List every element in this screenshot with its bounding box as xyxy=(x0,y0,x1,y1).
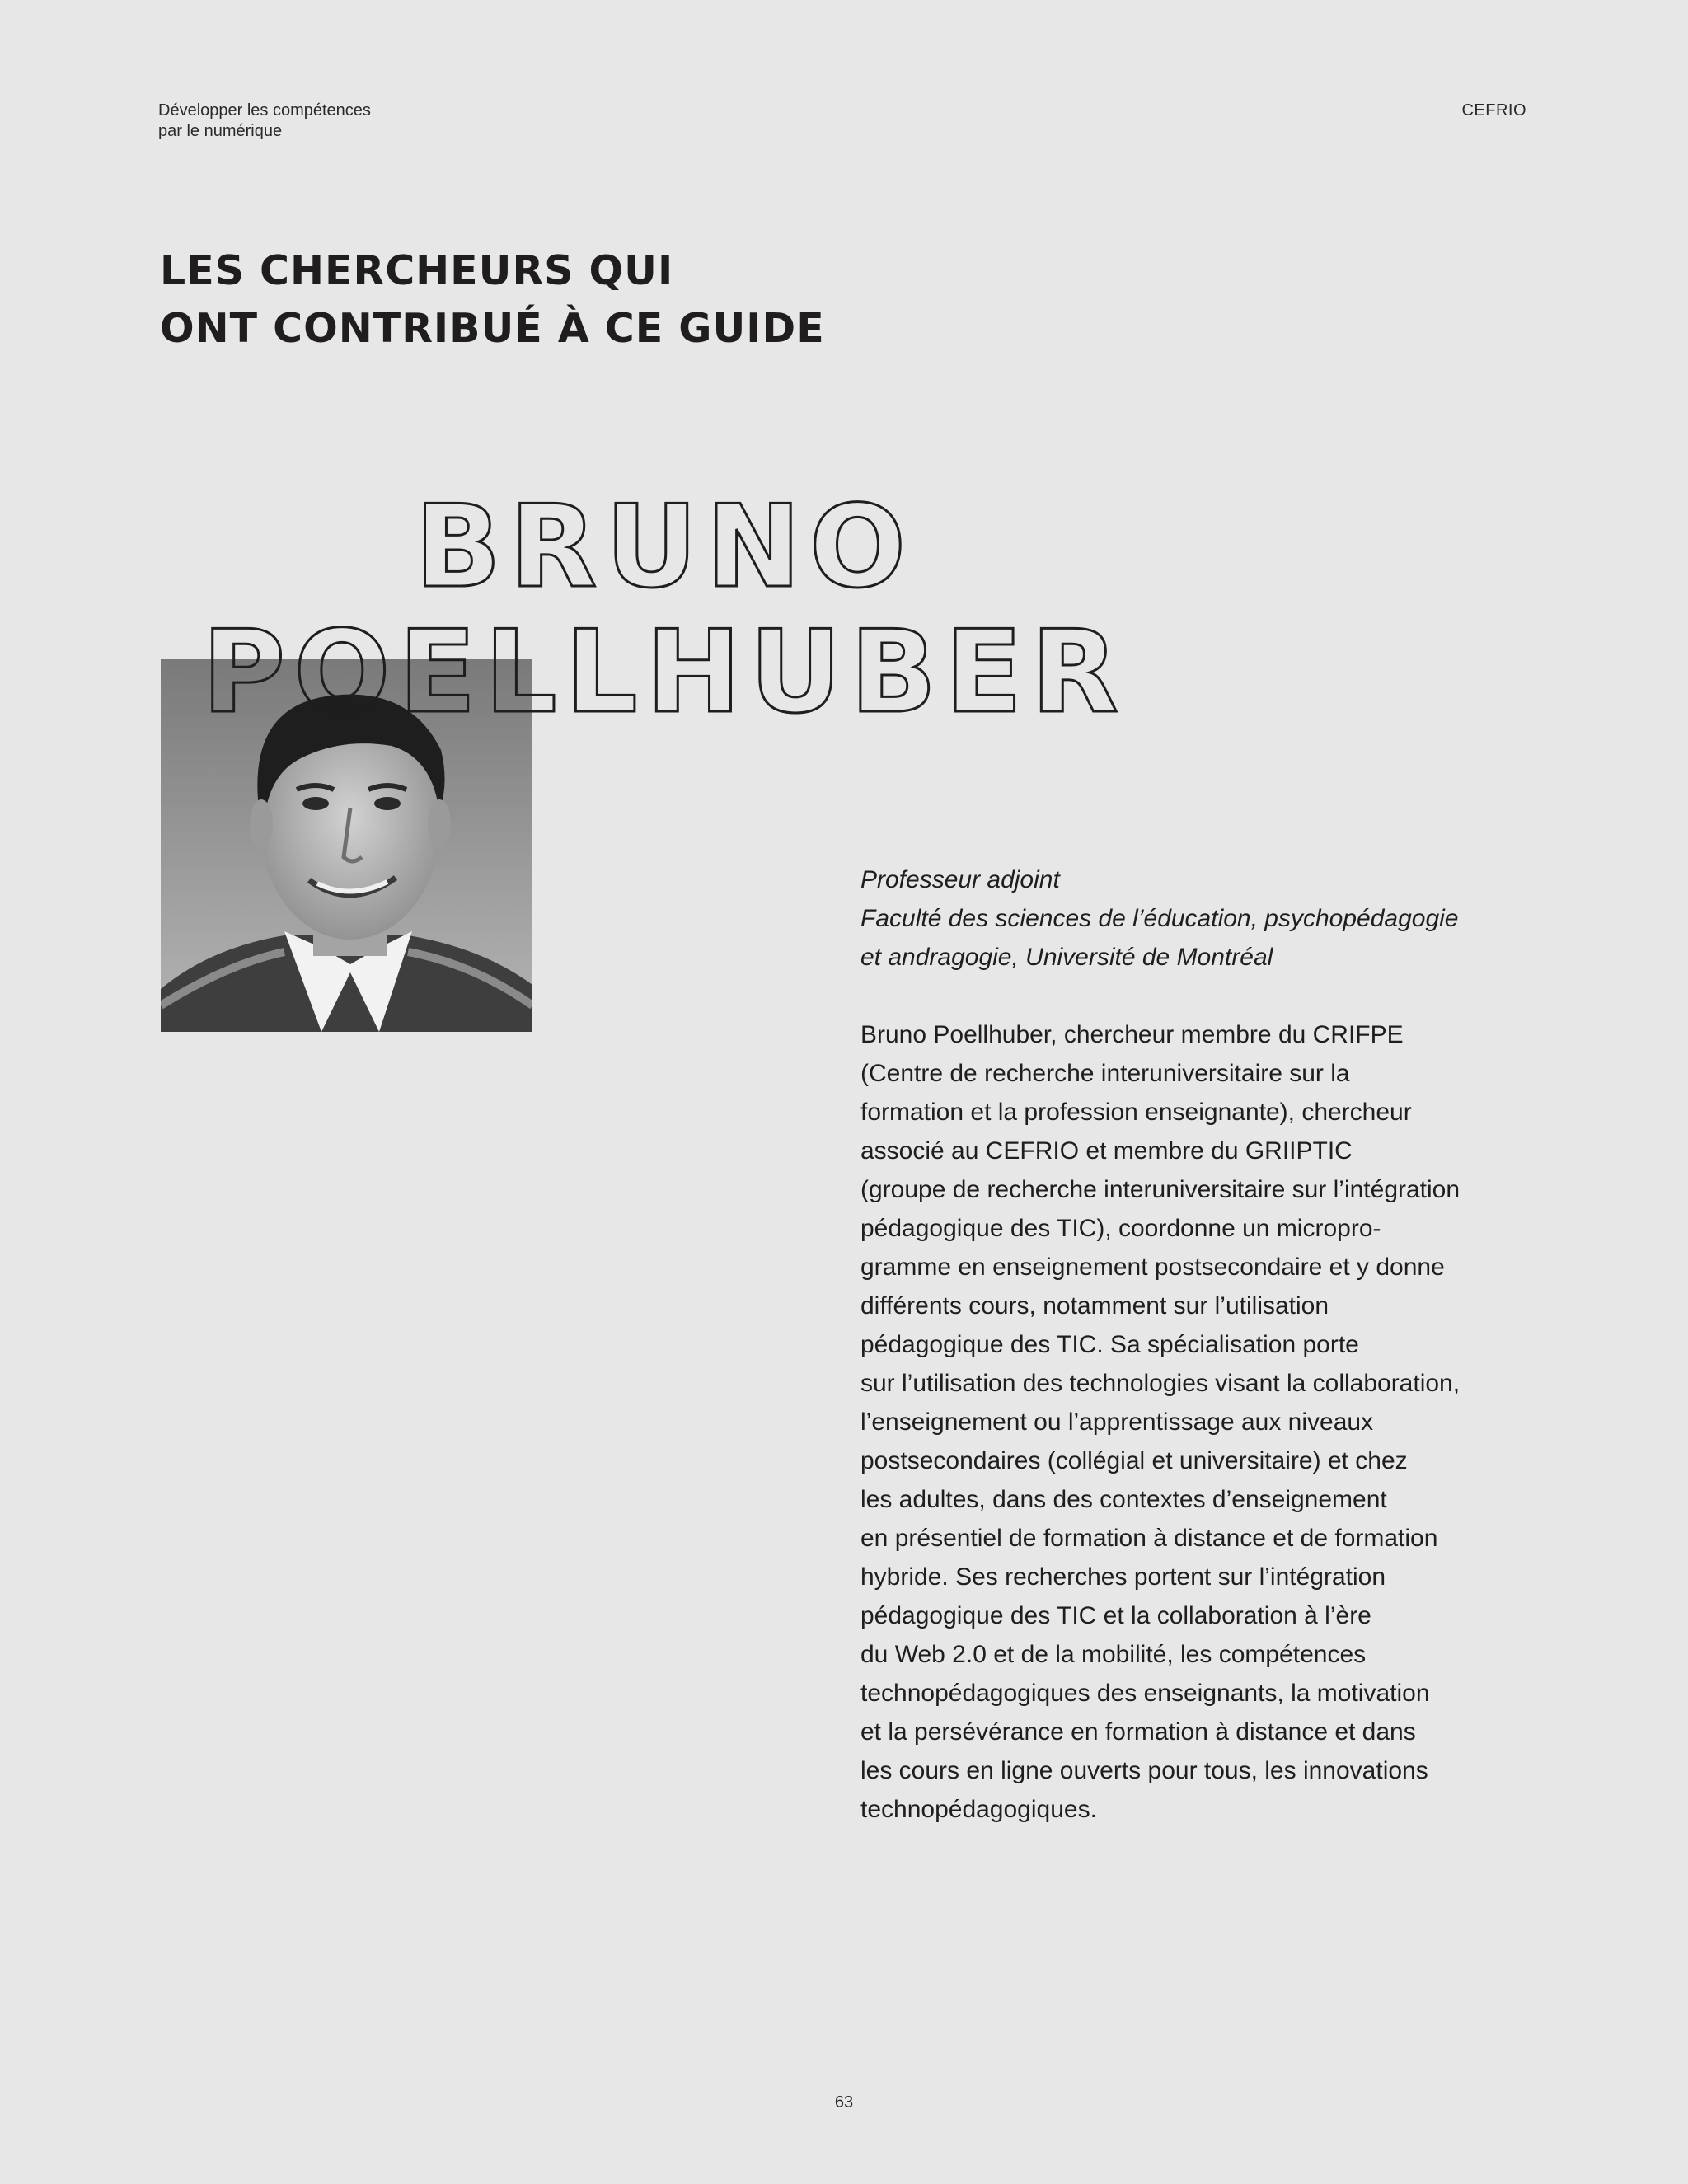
researcher-role xyxy=(860,860,1545,977)
researcher-name-outline xyxy=(87,480,1241,738)
bio-line: pédagogique des TIC), coordonne un micropro- xyxy=(860,1215,1381,1242)
section-title-line-2: ONT CONTRIBUÉ À CE GUIDE xyxy=(160,305,825,352)
bio-line: les cours en ligne ouverts pour tous, les innovations xyxy=(860,1757,1428,1784)
bio-line: en présentiel de formation à distance et de formation xyxy=(860,1525,1438,1552)
bio-line: technopédagogiques des enseignants, la motivation xyxy=(860,1680,1430,1707)
bio-line: associé au CEFRIO et membre du GRIIPTIC xyxy=(860,1137,1353,1165)
bio-line: pédagogique des TIC. Sa spécialisation porte xyxy=(860,1331,1359,1358)
bio-line: l’enseignement ou l’apprentissage aux niveaux xyxy=(860,1408,1374,1436)
researcher-last-name: POELLHUBER xyxy=(202,606,1127,738)
role-line: Faculté des sciences de l’éducation, psychopédagogie xyxy=(860,905,1459,932)
bio-line: (groupe de recherche interuniversitaire sur l’intégration xyxy=(860,1176,1461,1203)
running-header-publisher: CEFRIO xyxy=(1461,101,1526,120)
bio-line: hybride. Ses recherches portent sur l’intégration xyxy=(860,1563,1386,1591)
researcher-biography xyxy=(860,1015,1536,1829)
bio-line: sur l’utilisation des technologies visant la collaboration, xyxy=(860,1370,1461,1397)
role-line: Professeur adjoint xyxy=(860,866,1060,893)
running-header-line-1: Développer les compétences xyxy=(158,101,371,120)
bio-line: technopédagogiques. xyxy=(860,1796,1097,1823)
bio-line: du Web 2.0 et de la mobilité, les compétences xyxy=(860,1641,1367,1668)
bio-line: les adultes, dans des contextes d’enseignement xyxy=(860,1486,1387,1513)
running-header-line-2: par le numérique xyxy=(158,122,283,140)
bio-line: différents cours, notamment sur l’utilisation xyxy=(860,1292,1329,1319)
researcher-first-name: BRUNO xyxy=(414,480,915,613)
bio-line: pédagogique des TIC et la collaboration à l’ère xyxy=(860,1602,1372,1629)
section-title xyxy=(160,242,825,358)
page-number: 63 xyxy=(834,2093,854,2111)
bio-line: Bruno Poellhuber, chercheur membre du CRIFPE xyxy=(860,1021,1404,1048)
running-header-title xyxy=(158,101,488,142)
bio-line: gramme en enseignement postsecondaire et y donne xyxy=(860,1254,1445,1281)
bio-line: (Centre de recherche interuniversitaire sur la xyxy=(860,1060,1350,1087)
bio-line: postsecondaires (collégial et universitaire) et chez xyxy=(860,1447,1408,1474)
role-line: et andragogie, Université de Montréal xyxy=(860,944,1273,971)
bio-line: et la persévérance en formation à distance et dans xyxy=(860,1718,1416,1746)
bio-line: formation et la profession enseignante), chercheur xyxy=(860,1099,1412,1126)
section-title-line-1: LES CHERCHEURS QUI xyxy=(160,247,674,294)
